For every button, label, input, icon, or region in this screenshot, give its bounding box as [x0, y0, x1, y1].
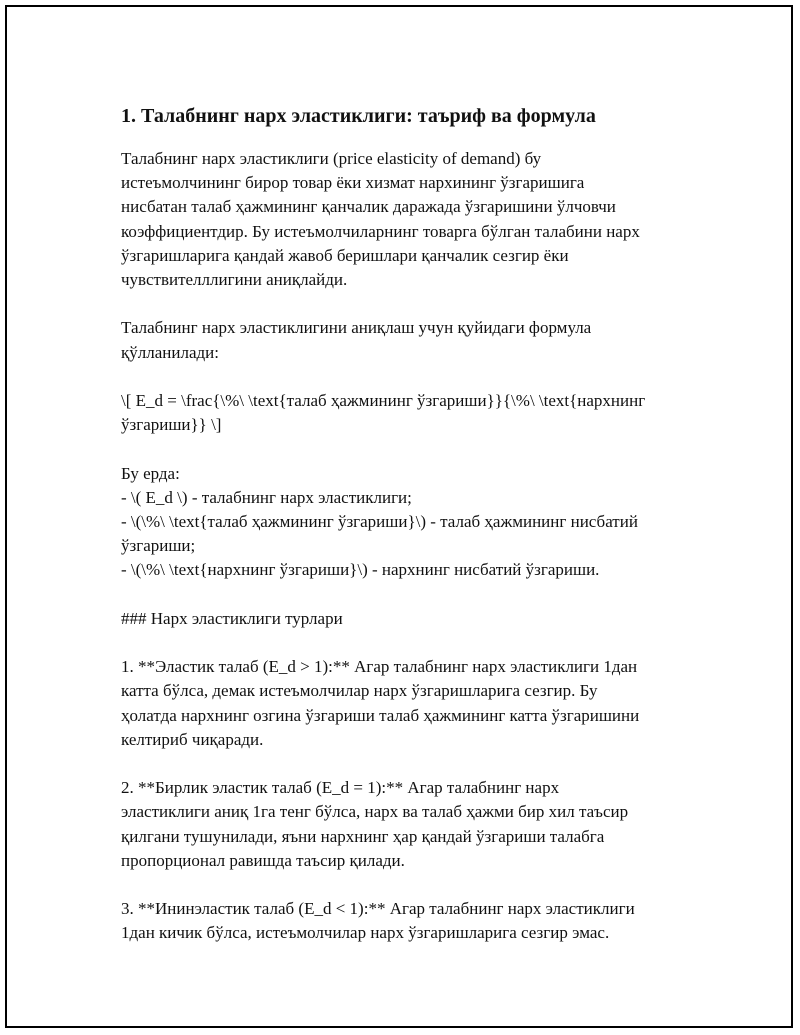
paragraph-gap — [121, 583, 701, 607]
formula-legend-paragraph: Бу ерда: - \( E_d \) - талабнинг нарх эластиклиги; - \(\%\ \text{талаб ҳажмининг ўзгариши}\) - талаб ҳажмининг нисбатий ўзгариши; - \(\%\ \text{нархнинг ўзгариши}\) - нархнинг нисбатий ўзгариши. — [121, 463, 638, 580]
definition-paragraph: Талабнинг нарх эластиклиги (price elasticity of demand) бу истеъмолчининг бирор товар ёки хизмат нархининг ўзгаришига нисбатан талаб ҳажмининг қанчалик даражада ўзгаришини ўлчовчи коэффициентдир. Бу истеъмолчиларнинг товарга бўлган талабини нарх ўзгаришларига қандай жавоб беришлари қанчалик сезгир ёки чувствителллигини аниқлайди. — [121, 149, 640, 290]
unit-elastic-paragraph: 2. **Бирлик эластик талаб (E_d = 1):** Агар талабнинг нарх эластиклиги аниқ 1га тенг бўлса, нарх ва талаб ҳажми бир хил таъсир қилгани тушунилади, яъни нархнинг ҳар қандай ўзгариши талабга пропорционал равишда таъсир қилади. — [121, 778, 629, 870]
paragraph-gap — [121, 437, 701, 461]
paragraph-gap — [121, 873, 701, 897]
paragraph-gap — [121, 752, 701, 776]
document-title: 1. Талабнинг нарх эластиклиги: таъриф ва формула — [121, 105, 596, 127]
paragraph-gap — [121, 292, 701, 316]
paragraph-gap — [121, 631, 701, 655]
inelastic-demand-paragraph: 3. **Ининэластик талаб (E_d < 1):** Агар талабнинг нарх эластиклиги 1дан кичик бўлса, истеъмолчилар нарх ўзгаришларига сезгир эмас. — [121, 899, 635, 943]
elastic-demand-paragraph: 1. **Эластик талаб (E_d > 1):** Агар талабнинг нарх эластиклиги 1дан катта бўлса, демак истеъмолчилар нарх ўзгаришларига сезгир. Бу ҳолатда нархнинг озгина ўзгариши талаб ҳажмининг катта ўзгаришини келтириб чиқаради. — [121, 657, 640, 749]
paragraph-gap — [121, 365, 701, 389]
document-body — [121, 103, 701, 946]
document-page — [5, 5, 793, 1028]
subheading-paragraph: ### Нарх эластиклиги турлари — [121, 608, 343, 628]
formula-intro-paragraph: Талабнинг нарх эластиклигини аниқлаш учун қуйидаги формула қўлланилади: — [121, 318, 592, 362]
formula-paragraph: \[ E_d = \frac{\%\ \text{талаб ҳажмининг ўзгариши}}{\%\ \text{нархнинг ўзгариши}} \] — [121, 391, 646, 435]
